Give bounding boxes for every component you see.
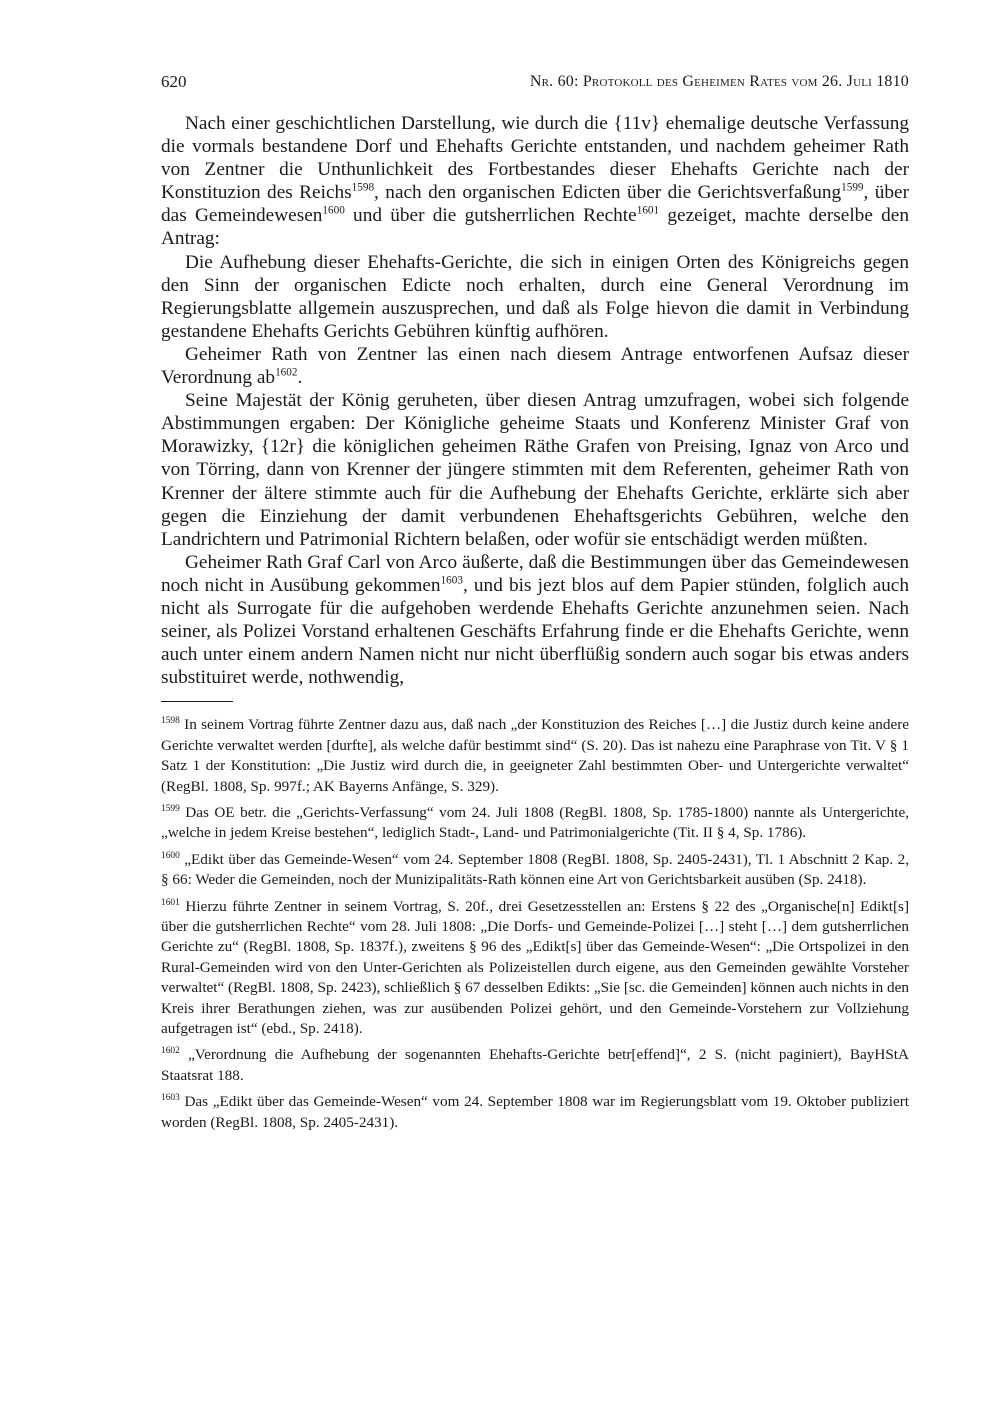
paragraph [161,251,909,343]
text-run: Seine Majestät der König geruheten, über diesen Antrag umzufragen, wobei sich folgende Abstimmungen ergaben: Der Königliche geheime Staats und Konferenz Minister Graf von Morawizky, {12r} die königlichen geheimen Räthe Grafen von Preising, Ignaz von Arco und von Törring, dann von Krenner der jüngere stimmten mit dem Referenten, geheimer Rath von Krenner der ältere stimmte auch für die Aufhebung der Ehehafts Gerichte, erklärte sich aber gegen die Einziehung der damit verbundenen Ehehaftsgerichts Gebühren, welche den Landrichtern und Patrimonial Richtern belaßen, oder wofür sie entschädigt werden müßten. [161,390,909,550]
footnote-text: Das „Edikt über das Gemeinde-Wesen“ vom 24. September 1808 war im Regierungsblatt vom 19. Oktober publiziert worden (RegBl. 1808, Sp. 2405-2431). [161,1093,909,1131]
footnote-text: „Verordnung die Aufhebung der sogenannten Ehehafts-Gerichte betr[effend]“, 2 S. (nicht paginiert), BayHStA Staatsrat 188. [161,1046,909,1084]
text-run: Die Aufhebung dieser Ehehafts-Gerichte, die sich in einigen Orten des Königreichs gegen den Sinn der organischen Edicte noch erhalten, durch eine General Verordnung im Regierungsblatte allgemein auszusprechen, und daß als Folge hievon die damit in Verbindung gestandene Ehehafts Gerichts Gebühren künftig aufhören. [161,251,909,342]
paragraph [161,551,909,690]
page-number: 620 [161,72,187,91]
running-head: Nr. 60: Protokoll des Geheimen Rates vom 26. Juli 1810 [529,73,909,90]
footnote [161,715,909,797]
footnote-ref: 1603 [440,574,463,587]
footnote [161,850,909,891]
footnote [161,803,909,844]
footnote-text: Das OE betr. die „Gerichts-Verfassung“ vom 24. Juli 1808 (RegBl. 1808, Sp. 1785-1800) nannte als Untergerichte, „welche in jedem Kreise bestehen“, lediglich Stadt-, Land- und Patrimonialgerichte (Tit. II § 4, Sp. 1786). [161,803,910,842]
footnotes [161,715,909,1133]
text-run: gezeiget, machte derselbe den Antrag: [161,205,909,250]
footnote-number: 1599 [161,803,180,814]
footnote-number: 1600 [161,850,180,861]
body-text [161,112,909,689]
text-run: Nach einer geschichtlichen Darstellung, wie durch die {11v} ehemalige deutsche Verfassung die vormals bestandene Dorf und Ehehafts Gerichte entstanden, und nachdem geheimer Rath von Zentner die Unthunlichkeit des Fortbestandes dieser Ehehafts Gerichte nach der Konstituzion des Reichs [161,113,909,204]
footnote [161,1092,909,1133]
footnote-divider [161,701,233,702]
document-page [161,70,909,1139]
text-run: Geheimer Rath Graf Carl von Arco äußerte, daß die Bestimmungen über das Gemeindewesen noch nicht in Ausübung gekommen [161,551,909,596]
footnote-ref: 1599 [841,181,864,194]
footnote-number: 1602 [161,1046,180,1057]
footnote-ref: 1598 [351,181,375,194]
text-run: Geheimer Rath von Zentner las einen nach diesem Antrage entworfenen Aufsaz dieser Verordnung ab [161,343,909,389]
footnote-text: Hierzu führte Zentner in seinem Vortrag, S. 20f., drei Gesetzesstellen an: Erstens § 22 des „Organische[n] Edikt[s] über die gutsherrlichen Rechte“ vom 28. Juli 1808: „Die Dorfs- und Gemeinde-Polizei […] steht […] dem gutsherrlichen Gerichte zu“ (RegBl. 1808, Sp. 1837f.), zweitens § 96 des „Edikt[s] über das Gemeinde-Wesen“: „Die Ortspolizei in den Rural-Gemeinden wird von den Unter-Gerichten als Polizeistellen durch eigene, aus den Gemeinden gewählte Vorsteher verwaltet“ (RegBl. 1808, Sp. 2423), schließlich § 67 desselben Edikts: „Sie [sc. die Gemeinden] können auch nichts in den Kreis ihrer Berathungen ziehen, was zur ausübenden Polizei gehört, und den Gemeinde-Vorstehern zur Vollziehung aufgetragen ist“ (ebd., Sp. 2418). [161,897,909,1038]
footnote-number: 1601 [161,897,180,908]
text-run: , und bis jezt blos auf dem Papier stünden, folglich auch nicht als Surrogate für die aufgehoben werdende Ehehafts Gerichte anzunehmen seien. Nach seiner, als Polizei Vorstand erhaltenen Geschäfts Erfahrung finde er die Ehehafts Gerichte, wenn auch unter einem andern Namen nicht nur nicht überflüßig sondern auch sogar bis etwas anders substituiret werde, nothwendig, [161,574,909,689]
footnote-ref: 1602 [275,366,298,379]
footnote-ref: 1600 [322,204,345,217]
text-run: , über das Gemeindewesen [161,182,910,227]
footnote-ref: 1601 [636,204,660,217]
paragraph [161,389,909,551]
page-header [161,70,909,94]
paragraph [161,112,909,251]
text-run: und über die gutsherrlichen Rechte [344,205,637,227]
footnote-number: 1603 [161,1093,180,1104]
text-run: . [297,367,303,389]
text-run: , nach den organischen Edicten über die Gerichtsverfaßung [374,182,842,204]
footnote [161,897,909,1040]
paragraph [161,343,909,389]
footnote-number: 1598 [161,716,180,727]
footnote-text: „Edikt über das Gemeinde-Wesen“ vom 24. September 1808 (RegBl. 1808, Sp. 2405-2431), Tl. 1 Abschnitt 2 Kap. 2, § 66: Weder die Gemeinden, noch der Munizipalitäts-Rath können eine Art von Gerichtsbarkeit ausüben (Sp. 2418). [161,850,909,889]
footnote-text: In seinem Vortrag führte Zentner dazu aus, daß nach „der Konstituzion des Reiches […] die Justiz durch keine andere Gerichte verwaltet werden [durfte], als welche dafür bestimmt sind“ (S. 20). Das ist nahezu eine Paraphrase von Tit. V § 1 Satz 1 der Konstitution: „Die Justiz wird durch die, in geeigneter Zahl bestimmten Ober- und Untergerichte verwaltet“ (RegBl. 1808, Sp. 997f.; AK Bayerns Anfänge, S. 329). [161,716,909,795]
footnote [161,1045,909,1086]
